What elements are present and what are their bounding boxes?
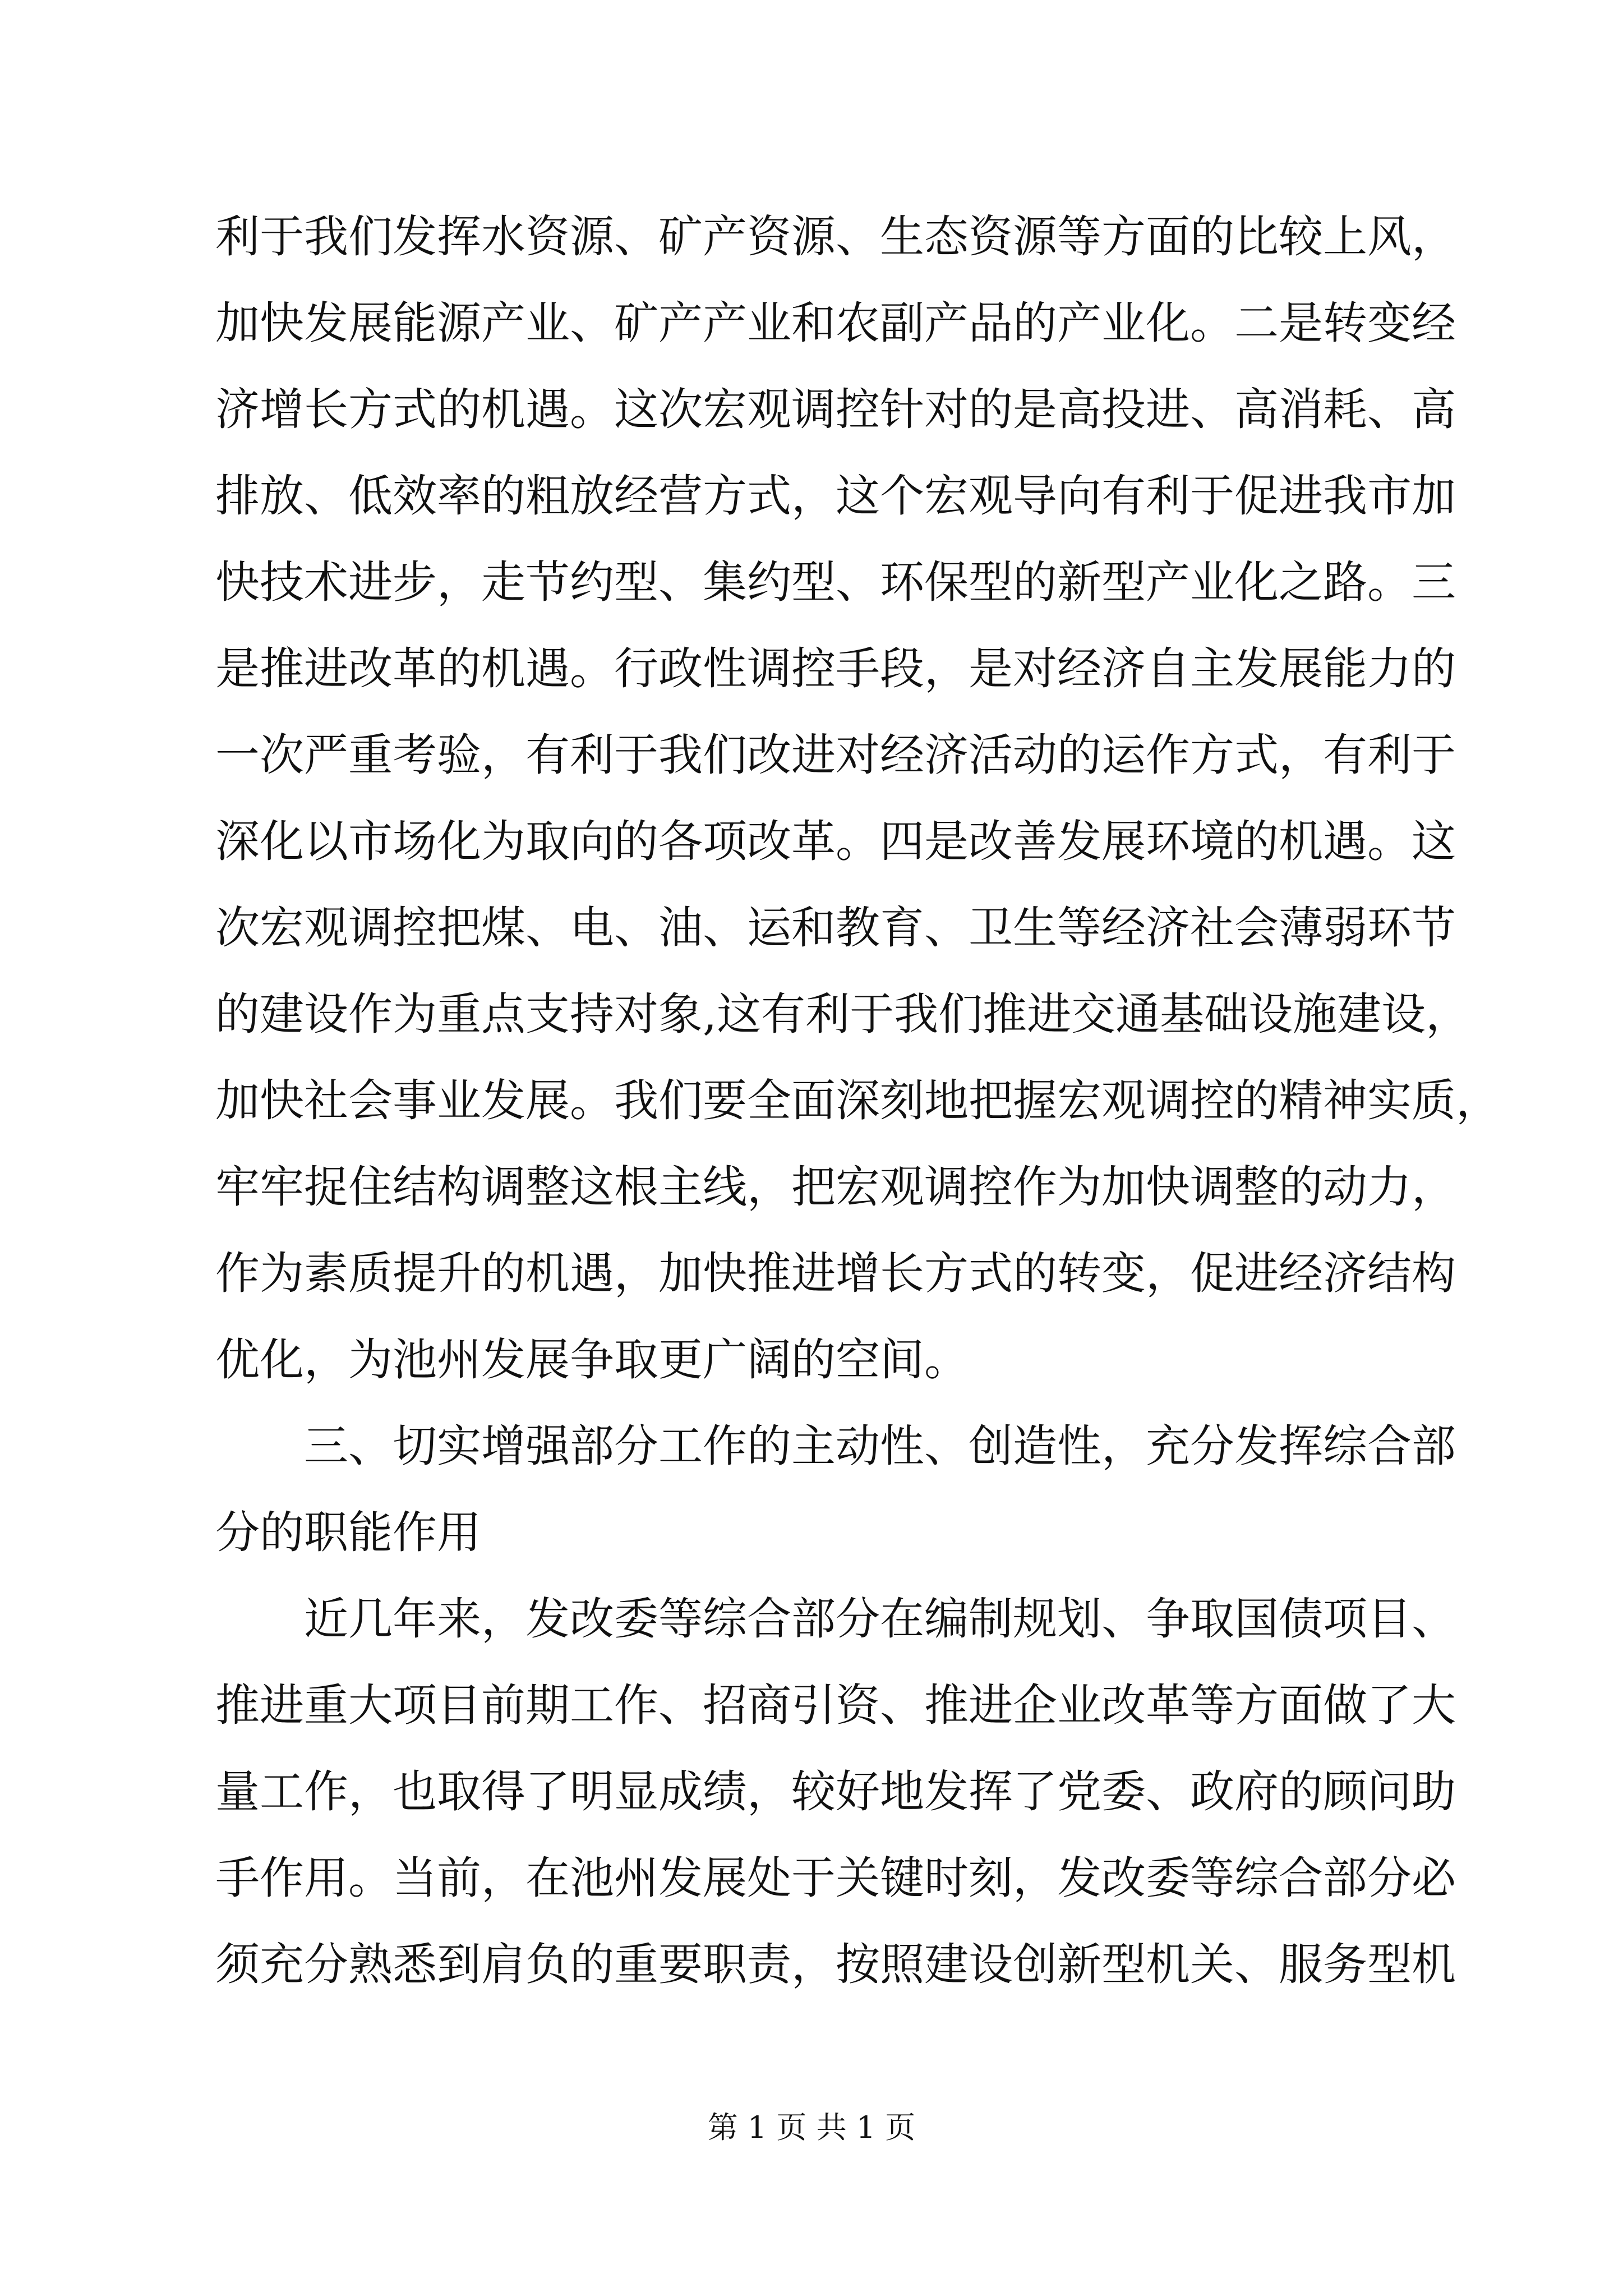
- text-line: 加快发展能源产业、矿产产业和农副产品的产业化。二是转变经: [215, 297, 1456, 349]
- text-line: 须充分熟悉到肩负的重要职责，按照建设创新型机关、服务型机: [215, 1939, 1456, 1990]
- text-line: 利于我们发挥水资源、矿产资源、生态资源等方面的比较上风，: [215, 211, 1456, 263]
- section-heading: [215, 1403, 1456, 1576]
- page-footer: [0, 2102, 1623, 2153]
- paragraph-continuation: [215, 194, 1500, 1403]
- heading-line: 三、切实增强部分工作的主动性、创造性，充分发挥综合部: [304, 1420, 1456, 1472]
- text-line: 济增长方式的机遇。这次宏观调控针对的是高投进、高消耗、高: [215, 384, 1456, 435]
- text-line: 近几年来，发改委等综合部分在编制规划、争取国债项目、: [304, 1593, 1456, 1645]
- text-line: 排放、低效率的粗放经营方式，这个宏观导向有利于促进我市加: [215, 470, 1456, 522]
- text-line: 推进重大项目前期工作、招商引资、推进企业改革等方面做了大: [215, 1680, 1456, 1731]
- text-line: 加快社会事业发展。我们要全面深刻地把握宏观调控的精神实质，: [215, 1075, 1500, 1126]
- text-line: 是推进改革的机遇。行政性调控手段，是对经济自主发展能力的: [215, 643, 1456, 694]
- text-line: 一次严重考验，有利于我们改进对经济活动的运作方式，有利于: [215, 729, 1456, 781]
- text-line: 牢牢捉住结构调整这根主线，把宏观调控作为加快调整的动力，: [215, 1161, 1456, 1213]
- text-line: 作为素质提升的机遇，加快推进增长方式的转变，促进经济结构: [215, 1248, 1456, 1299]
- text-line: 的建设作为重点支持对象,这有利于我们推进交通基础设施建设，: [215, 988, 1470, 1040]
- text-line: 深化以市场化为取向的各项改革。四是改善发展环境的机遇。这: [215, 816, 1456, 867]
- page-number: 第 1 页 共 1 页: [707, 2110, 916, 2145]
- text-line: 优化，为池州发展争取更广阔的空间。: [215, 1334, 969, 1386]
- paragraph: [215, 1576, 1456, 2008]
- text-line: 手作用。当前，在池州发展处于关键时刻，发改委等综合部分必: [215, 1852, 1456, 1904]
- text-line: 量工作，也取得了明显成绩，较好地发挥了党委、政府的顾问助: [215, 1766, 1456, 1818]
- document-body: [215, 194, 1500, 2008]
- heading-line: 分的职能作用: [215, 1507, 481, 1558]
- text-line: 快技术进步，走节约型、集约型、环保型的新型产业化之路。三: [215, 556, 1456, 608]
- text-line: 次宏观调控把煤、电、油、运和教育、卫生等经济社会薄弱环节: [215, 902, 1456, 954]
